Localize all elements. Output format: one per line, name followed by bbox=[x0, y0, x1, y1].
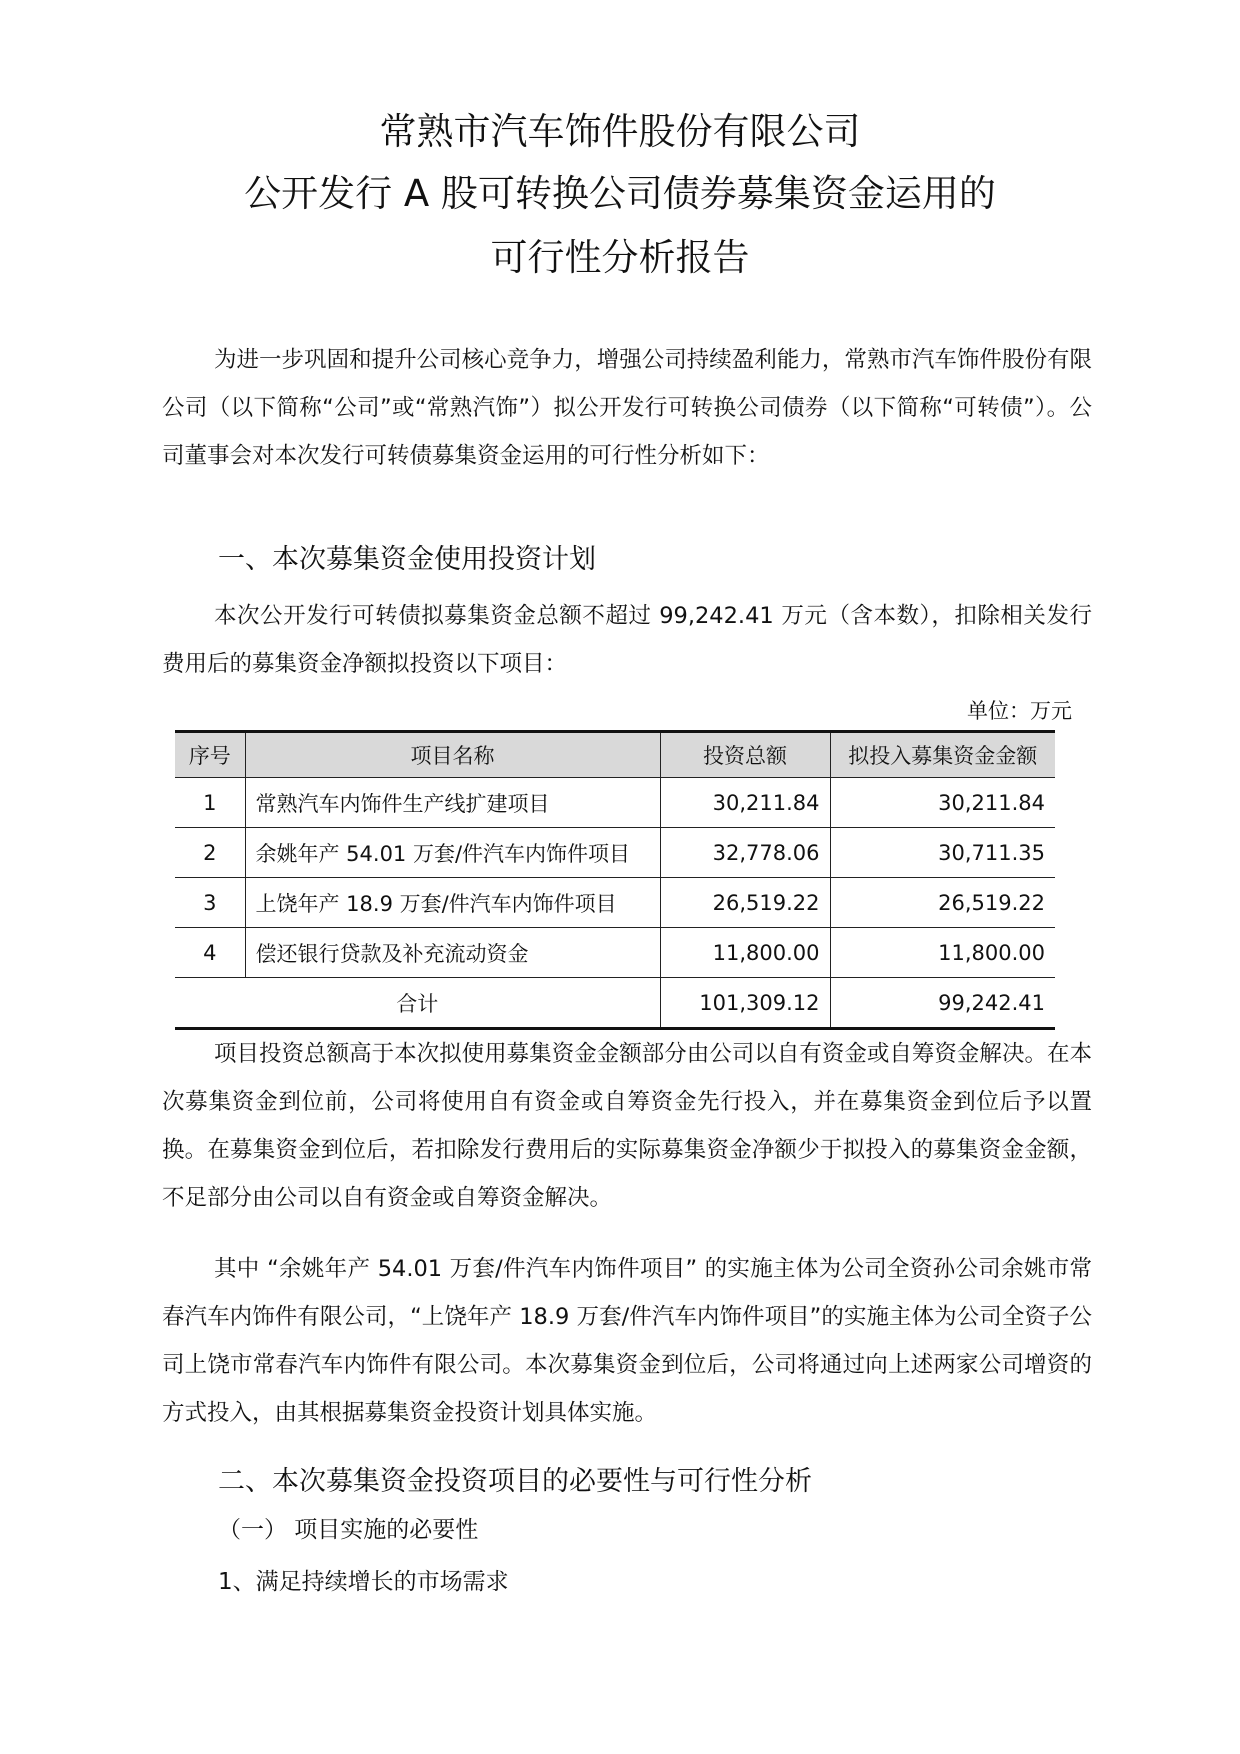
row-no: 2 bbox=[175, 828, 245, 878]
row-name: 偿还银行贷款及补充流动资金 bbox=[245, 928, 660, 978]
funding-gap-paragraph: 项目投资总额高于本次拟使用募集资金金额部分由公司以自有资金或自筹资金解决。在本次募集资金到位前，公司将使用自有资金或自筹资金先行投入，并在募集资金到位后予以置换。在募集资金到位后，若扣除发行费用后的实际募集资金净额少于拟投入的募集资金金额，不足部分由公司以自有资金或自筹资金解决。 bbox=[162, 1041, 1092, 1211]
row-total: 32,778.06 bbox=[660, 828, 830, 878]
row-no: 4 bbox=[175, 928, 245, 978]
row-raise: 11,800.00 bbox=[830, 928, 1055, 978]
row-name: 上饶年产 18.9 万套/件汽车内饰件项目 bbox=[245, 878, 660, 928]
title-report: 可行性分析报告 bbox=[490, 236, 750, 279]
intro-paragraph: 为进一步巩固和提升公司核心竞争力，增强公司持续盈利能力，常熟市汽车饰件股份有限公司（以下简称“公司”或“常熟汽饰”）拟公开发行可转换公司债券（以下简称“可转债”）。公司董事会对本次发行可转债募集资金运用的可行性分析如下： bbox=[162, 347, 1092, 469]
table-row bbox=[175, 778, 1055, 828]
section1-heading: 一、本次募集资金使用投资计划 bbox=[218, 544, 596, 575]
title-company: 常熟市汽车饰件股份有限公司 bbox=[379, 110, 861, 153]
table-row bbox=[175, 928, 1055, 978]
fund-allocation-table bbox=[175, 730, 1055, 1030]
section1-paragraph: 本次公开发行可转债拟募集资金总额不超过 99,242.41 万元（含本数），扣除相关发行费用后的募集资金净额拟投资以下项目： bbox=[162, 603, 1092, 677]
subsection-heading: （一） 项目实施的必要性 bbox=[218, 1517, 479, 1543]
total-label: 合计 bbox=[175, 978, 660, 1029]
row-name: 余姚年产 54.01 万套/件汽车内饰件项目 bbox=[245, 828, 660, 878]
table-header-row bbox=[175, 732, 1055, 778]
item-heading: 1、满足持续增长的市场需求 bbox=[218, 1569, 509, 1595]
row-raise: 26,519.22 bbox=[830, 878, 1055, 928]
header-name: 项目名称 bbox=[245, 732, 660, 778]
header-raise: 拟投入募集资金金额 bbox=[830, 732, 1055, 778]
total-investment: 101,309.12 bbox=[660, 978, 830, 1029]
section2-heading: 二、本次募集资金投资项目的必要性与可行性分析 bbox=[218, 1466, 812, 1497]
row-total: 11,800.00 bbox=[660, 928, 830, 978]
table-total-row bbox=[175, 978, 1055, 1029]
title-subject: 公开发行 A 股可转换公司债券募集资金运用的 bbox=[244, 172, 996, 215]
row-no: 3 bbox=[175, 878, 245, 928]
table-unit-label: 单位：万元 bbox=[967, 699, 1072, 723]
table-row bbox=[175, 828, 1055, 878]
row-raise: 30,211.84 bbox=[830, 778, 1055, 828]
table-row bbox=[175, 878, 1055, 928]
row-total: 30,211.84 bbox=[660, 778, 830, 828]
row-raise: 30,711.35 bbox=[830, 828, 1055, 878]
header-total: 投资总额 bbox=[660, 732, 830, 778]
implementation-paragraph: 其中 “余姚年产 54.01 万套/件汽车内饰件项目” 的实施主体为公司全资孙公司余姚市常春汽车内饰件有限公司，“上饶年产 18.9 万套/件汽车内饰件项目”的实施主体为公司全资子公司上饶市常春汽车内饰件有限公司。本次募集资金到位后，公司将通过向上述两家公司增资的方式投入，由其根据募集资金投资计划具体实施。 bbox=[162, 1256, 1092, 1426]
row-total: 26,519.22 bbox=[660, 878, 830, 928]
row-name: 常熟汽车内饰件生产线扩建项目 bbox=[245, 778, 660, 828]
header-no: 序号 bbox=[175, 732, 245, 778]
total-raise: 99,242.41 bbox=[830, 978, 1055, 1029]
row-no: 1 bbox=[175, 778, 245, 828]
